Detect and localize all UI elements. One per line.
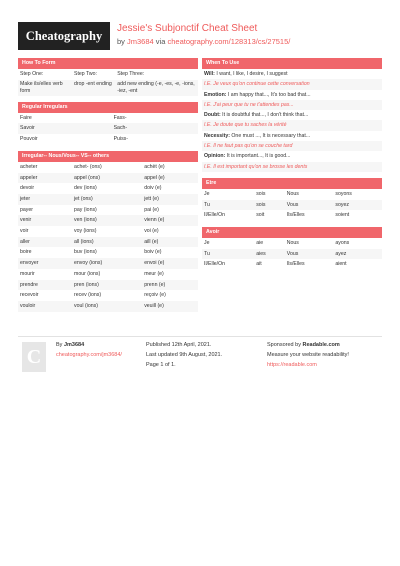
- table-cell: appel (e): [142, 173, 198, 184]
- table-cell: aill (e): [142, 237, 198, 248]
- cheatography-logo[interactable]: Cheatography: [18, 22, 110, 50]
- usage-category: Necessity:: [204, 132, 230, 139]
- table-cell: voi (e): [144, 228, 159, 235]
- table-cell: ait: [256, 261, 262, 268]
- table-cell: Pouvoir: [20, 136, 38, 143]
- usage-example: I.E. J'ai peur que tu ne t'attendes pas...: [202, 100, 382, 110]
- table-row: [18, 269, 198, 280]
- table-cell: Tu: [202, 200, 254, 211]
- usage-line: [202, 69, 382, 79]
- table-cell: dev (ions): [74, 185, 97, 192]
- irregular-nous-vous-title: Irregular-- Nous/Vous-- VS-- others: [18, 151, 198, 162]
- left-column: [18, 58, 198, 318]
- usage-category: Opinion:: [204, 153, 226, 160]
- table-cell: prenn (e): [142, 280, 198, 291]
- table-row: [18, 226, 198, 237]
- table-cell: aller: [18, 237, 72, 248]
- table-row: [18, 280, 198, 291]
- footer-profile-link[interactable]: cheatography.com/jm3684/: [56, 352, 122, 358]
- table-cell: acheter: [20, 163, 38, 170]
- cheatography-c-logo: C: [22, 342, 46, 372]
- sponsor-prefix: Sponsored by: [267, 342, 301, 348]
- table-cell: voir: [20, 228, 29, 235]
- by-label: by: [117, 37, 125, 46]
- table-cell: mourir: [20, 270, 35, 277]
- footer-dates: [146, 340, 222, 370]
- table-cell: aie: [256, 240, 264, 247]
- table-cell: voul (ions): [72, 301, 142, 312]
- table-cell: sois: [256, 190, 266, 197]
- table-cell: boiv (e): [144, 249, 162, 256]
- table-cell: appeler: [18, 173, 72, 184]
- page-title: Jessie's Subjonctif Cheat Sheet: [117, 23, 258, 34]
- regular-irregulars-table: [18, 113, 198, 145]
- table-row: [202, 259, 382, 270]
- how-to-form-box: [18, 58, 198, 96]
- table-cell: Make ils/elles verb form: [18, 80, 72, 96]
- table-cell: Fass-: [113, 114, 127, 121]
- table-cell: jeter: [18, 194, 72, 205]
- table-row: [18, 205, 198, 216]
- sheet-url-link[interactable]: cheatography.com/128313/cs/27515/: [167, 37, 291, 46]
- table-cell: prendre: [18, 280, 72, 291]
- footer: [18, 336, 382, 381]
- table-cell: Nous: [286, 190, 299, 197]
- table-cell: pay (ions): [74, 206, 97, 213]
- etre-box: [202, 178, 382, 221]
- table-cell: Il/Elle/On: [204, 261, 226, 268]
- regular-irregulars-box: [18, 102, 198, 145]
- table-cell: jett (e): [142, 194, 198, 205]
- table-cell: soit: [256, 212, 265, 219]
- usage-text: It is doubtful that..., I don't think that...: [220, 112, 309, 119]
- sponsor-line: [267, 340, 349, 350]
- table-cell: Puiss-: [113, 136, 129, 143]
- table-cell: meur (e): [144, 270, 164, 277]
- usage-text: I want, I like, I desire, I suggest: [214, 71, 288, 77]
- table-cell: envoy (ions): [72, 258, 142, 269]
- table-cell: recev (ions): [74, 292, 102, 299]
- table-cell: doiv (e): [144, 185, 162, 192]
- table-row: [18, 80, 198, 96]
- table-cell: recevoir: [20, 292, 39, 299]
- table-cell: appel (ons): [72, 173, 142, 184]
- table-cell: ven (ions): [72, 215, 142, 226]
- table-cell: devoir: [20, 185, 35, 192]
- table-cell: mour (ions): [74, 270, 101, 277]
- table-row: [18, 215, 198, 226]
- table-row: [202, 189, 382, 200]
- usage-category: Doubt:: [204, 112, 221, 119]
- table-cell: Step Two:: [74, 71, 97, 77]
- table-cell: achèt (e): [144, 163, 165, 170]
- usage-category: Will:: [204, 71, 215, 77]
- table-cell: Tu: [202, 249, 254, 260]
- table-cell: drop -ent ending: [72, 80, 115, 96]
- table-row: [18, 69, 198, 80]
- table-cell: payer: [20, 206, 33, 213]
- table-row: [18, 258, 198, 269]
- avoir-box: [202, 227, 382, 270]
- irregular-nous-vous-box: [18, 151, 198, 312]
- how-to-form-table: [18, 69, 198, 96]
- table-row: [18, 162, 198, 173]
- table-row: [18, 237, 198, 248]
- table-cell: Step One:: [20, 71, 44, 77]
- table-cell: voy (ions): [74, 228, 97, 235]
- when-to-use-title: When To Use: [202, 58, 382, 69]
- published-date: Published 12th April, 2021.: [146, 342, 212, 348]
- usage-line: [202, 110, 382, 120]
- table-cell: Il/Elle/On: [204, 212, 226, 219]
- table-cell: aies: [254, 249, 285, 260]
- table-row: [202, 200, 382, 211]
- table-cell: Ils/Elles: [286, 261, 305, 268]
- sponsor-text: Measure your website readability!: [267, 352, 349, 358]
- table-cell: Faire: [20, 114, 32, 121]
- table-row: [18, 123, 198, 134]
- sponsor-name[interactable]: Readable.com: [302, 342, 340, 348]
- table-cell: venir: [18, 215, 72, 226]
- table-cell: jet (ons): [72, 194, 142, 205]
- usage-text: I am happy that..., It's too bad that...: [226, 91, 311, 98]
- table-row: [18, 301, 198, 312]
- table-cell: reçoiv (e): [144, 292, 166, 299]
- table-cell: Vous: [285, 249, 334, 260]
- table-cell: Ils/Elles: [286, 212, 305, 219]
- table-cell: pai (e): [144, 206, 159, 213]
- usage-text: One must ..., It is necessary that...: [229, 132, 311, 139]
- when-to-use-box: [202, 58, 382, 172]
- right-column: [202, 58, 382, 276]
- usage-line: [202, 151, 382, 161]
- table-cell: veuill (e): [142, 301, 198, 312]
- table-cell: soient: [335, 212, 350, 219]
- table-cell: Step Three:: [117, 71, 145, 77]
- how-to-form-title: How To Form: [18, 58, 198, 69]
- table-cell: envoi (e): [142, 258, 198, 269]
- footer-sponsor: [267, 340, 349, 370]
- regular-irregulars-title: Regular Irregulars: [18, 102, 198, 113]
- usage-line: [202, 90, 382, 100]
- table-cell: Sach-: [112, 123, 198, 134]
- table-cell: Vous: [285, 200, 334, 211]
- sponsor-url-link[interactable]: https://readable.com: [267, 362, 317, 368]
- table-cell: aient: [335, 261, 347, 268]
- table-row: [202, 249, 382, 260]
- table-cell: buv (ions): [74, 249, 97, 256]
- usage-example: I.E. Il est important qu'on se brosse les dents: [202, 162, 382, 172]
- table-row: [18, 247, 198, 258]
- etre-table: [202, 189, 382, 221]
- table-row: [18, 173, 198, 184]
- author-link[interactable]: Jm3684: [127, 37, 154, 46]
- updated-date: Last updated 9th August, 2021.: [146, 352, 223, 358]
- footer-author: [56, 340, 122, 360]
- table-cell: vouloir: [18, 301, 72, 312]
- table-row: [202, 210, 382, 221]
- table-cell: Je: [204, 190, 210, 197]
- table-cell: soyez: [333, 200, 382, 211]
- usage-example: I.E. Je veux qu'on continue cette conversation: [202, 79, 382, 89]
- table-cell: vienn (e): [142, 215, 198, 226]
- table-cell: add new ending (-e, -es, -e, -ions, -iez, -ent: [115, 80, 198, 96]
- by-label: By: [56, 342, 63, 348]
- usage-example: I.E. Je doute que tu saches la vérité: [202, 120, 382, 130]
- byline: [117, 37, 290, 46]
- table-row: [18, 113, 198, 124]
- via-label: via: [155, 37, 166, 46]
- table-row: [18, 194, 198, 205]
- table-row: [202, 238, 382, 249]
- usage-example: I.E. Il ne faut pas qu'on se couche tard: [202, 141, 382, 151]
- avoir-title: Avoir: [202, 227, 382, 238]
- header: [18, 22, 382, 50]
- etre-title: Etre: [202, 178, 382, 189]
- table-cell: ayez: [333, 249, 382, 260]
- table-cell: pren (ions): [72, 280, 142, 291]
- usage-text: It is important..., It is good...: [225, 153, 291, 160]
- table-row: [18, 134, 198, 145]
- table-cell: ayons: [335, 240, 350, 247]
- table-cell: boire: [20, 249, 32, 256]
- table-cell: all (ions): [72, 237, 142, 248]
- table-cell: Savoir: [18, 123, 112, 134]
- irregular-nous-vous-table: [18, 162, 198, 312]
- avoir-table: [202, 238, 382, 270]
- usage-line: [202, 131, 382, 141]
- table-row: [18, 290, 198, 301]
- page-number: Page 1 of 1.: [146, 362, 176, 368]
- footer-author-name[interactable]: Jm3684: [63, 342, 85, 348]
- table-cell: soyons: [335, 190, 352, 197]
- table-cell: envoyer: [18, 258, 72, 269]
- usage-category: Emotion:: [204, 91, 227, 98]
- table-cell: sois: [254, 200, 285, 211]
- table-cell: Je: [204, 240, 210, 247]
- table-cell: achet- (ons): [74, 163, 102, 170]
- table-row: [18, 183, 198, 194]
- footer-by-line: [56, 340, 122, 350]
- table-cell: Nous: [286, 240, 299, 247]
